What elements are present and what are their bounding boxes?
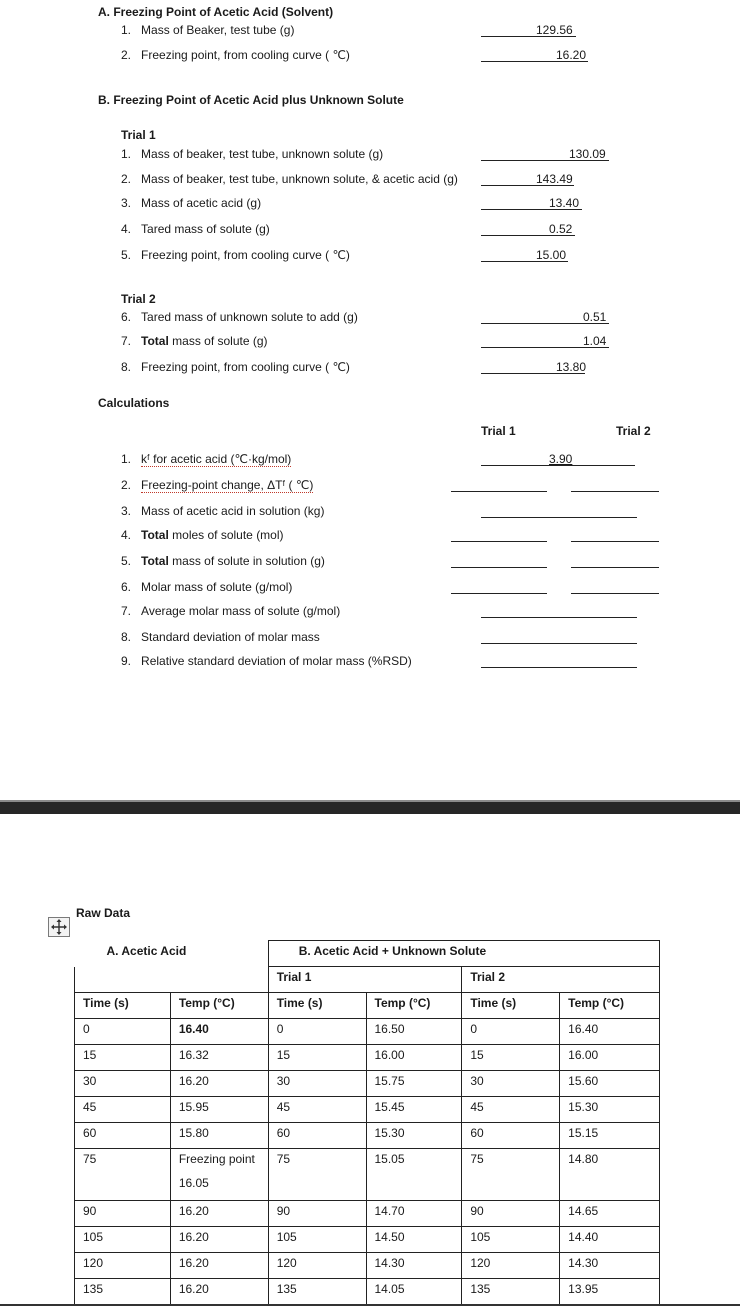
answer-line[interactable]	[481, 603, 637, 618]
cell: 75	[462, 1149, 560, 1201]
cell: 14.50	[366, 1227, 462, 1253]
table-row	[75, 1279, 660, 1305]
section-b-value-5: 15.00	[536, 248, 567, 262]
cell: 135	[75, 1279, 171, 1305]
section-b-item-3	[121, 196, 261, 210]
cell: 15	[462, 1045, 560, 1071]
cell: 15.05	[366, 1149, 462, 1201]
item-label: Tared mass of unknown solute to add (g)	[141, 310, 358, 324]
calc-item-8	[121, 630, 320, 644]
item-label: Tared mass of solute (g)	[141, 222, 270, 236]
cell: 105	[268, 1227, 366, 1253]
cell: 15	[268, 1045, 366, 1071]
cell: 30	[268, 1071, 366, 1097]
item-number: 1.	[121, 452, 132, 466]
cell: 15	[75, 1045, 171, 1071]
section-a-title: A. Freezing Point of Acetic Acid (Solvent)	[98, 5, 334, 19]
calc-item-3	[121, 504, 324, 518]
cell: 75	[268, 1149, 366, 1201]
section-a-item-2	[121, 48, 350, 62]
answer-line-trial-2[interactable]	[571, 553, 659, 568]
cell: 30	[75, 1071, 171, 1097]
cell: 45	[462, 1097, 560, 1123]
item-label: Freezing point, from cooling curve ( ℃)	[141, 248, 350, 262]
table-row	[75, 1149, 660, 1201]
cell: 60	[462, 1123, 560, 1149]
answer-line-trial-2[interactable]	[571, 579, 659, 594]
item-number: 1.	[121, 23, 132, 37]
item-number: 4.	[121, 222, 132, 236]
cell: 120	[268, 1253, 366, 1279]
table-row	[75, 1097, 660, 1123]
answer-line-trial-2[interactable]	[571, 527, 659, 542]
cell: 15.45	[366, 1097, 462, 1123]
section-b-value-8: 13.80	[556, 360, 587, 374]
item-number: 7.	[121, 334, 132, 348]
cell: 90	[268, 1201, 366, 1227]
item-number: 5.	[121, 554, 132, 568]
item-label: Standard deviation of molar mass	[141, 630, 320, 644]
col-time-a: Time (s)	[75, 993, 171, 1019]
section-b-item-8	[121, 360, 350, 374]
cell: 45	[268, 1097, 366, 1123]
cell: 0	[75, 1019, 171, 1045]
calc-item-4	[121, 528, 284, 542]
table-row	[75, 1253, 660, 1279]
item-label: Mass of beaker, test tube, unknown solute (g)	[141, 147, 384, 161]
col-time-b1: Time (s)	[268, 993, 366, 1019]
section-b-value-2: 143.49	[536, 172, 573, 186]
col-temp-a: Temp (°C)	[170, 993, 268, 1019]
cell: 105	[75, 1227, 171, 1253]
answer-line[interactable]	[481, 503, 637, 518]
empty-cell	[75, 967, 269, 993]
trial-1-header: Trial 1	[268, 967, 462, 993]
cell: 15.30	[366, 1123, 462, 1149]
item-label: Mass of acetic acid in solution (kg)	[141, 504, 325, 518]
calc-item-9	[121, 654, 412, 668]
table-row	[75, 1227, 660, 1253]
cell: 15.75	[366, 1071, 462, 1097]
item-number: 2.	[121, 478, 132, 492]
calculations-title: Calculations	[98, 396, 170, 410]
calc-item-5	[121, 554, 325, 568]
cell: 16.20	[170, 1227, 268, 1253]
cell: 14.30	[366, 1253, 462, 1279]
section-b-value-3: 13.40	[549, 196, 580, 210]
answer-line[interactable]	[481, 653, 637, 668]
cell: 60	[268, 1123, 366, 1149]
cell: 14.65	[560, 1201, 660, 1227]
calc-col-trial-2: Trial 2	[616, 424, 651, 438]
answer-line-trial-1[interactable]	[451, 527, 547, 542]
cell: 60	[75, 1123, 171, 1149]
cell: 75	[75, 1149, 171, 1201]
item-label: Mass of Beaker, test tube (g)	[141, 23, 295, 37]
cell: 14.30	[560, 1253, 660, 1279]
item-label: Average molar mass of solute (g/mol)	[141, 604, 341, 618]
table-row	[75, 1071, 660, 1097]
section-b-item-5	[121, 248, 350, 262]
item-label-emphasis: Total	[141, 334, 169, 348]
page-break-divider	[0, 800, 740, 814]
table-row	[75, 1201, 660, 1227]
table-row	[75, 1045, 660, 1071]
section-a-value-1: 129.56	[536, 23, 573, 37]
table-trial-header-row	[75, 967, 660, 993]
freezing-point-cell	[170, 1149, 268, 1201]
cell: 16.20	[170, 1279, 268, 1305]
item-label: Freezing point, from cooling curve ( ℃)	[141, 360, 350, 374]
table-group-header-row	[75, 941, 660, 967]
col-temp-b2: Temp (°C)	[560, 993, 660, 1019]
cell: 16.00	[560, 1045, 660, 1071]
item-label-emphasis: Total	[141, 528, 169, 542]
item-number: 3.	[121, 504, 132, 518]
calc-item-7	[121, 604, 340, 618]
section-b-item-4	[121, 222, 270, 236]
cell: 45	[75, 1097, 171, 1123]
cell: 16.00	[366, 1045, 462, 1071]
table-row	[75, 1019, 660, 1045]
cell: 120	[75, 1253, 171, 1279]
section-b-value-1: 130.09	[569, 147, 606, 161]
trial-2-heading: Trial 2	[121, 292, 156, 306]
item-label: mass of solute in solution (g)	[168, 554, 325, 568]
table-row	[75, 1123, 660, 1149]
answer-line-trial-2[interactable]	[571, 477, 659, 492]
calc-col-trial-1: Trial 1	[481, 424, 516, 438]
group-a-header: A. Acetic Acid	[106, 943, 187, 958]
freezing-point-label: Freezing point	[178, 1152, 255, 1166]
item-number: 8.	[121, 360, 132, 374]
cell: 15.15	[560, 1123, 660, 1149]
cell: 14.05	[366, 1279, 462, 1305]
item-label: Molar mass of solute (g/mol)	[141, 580, 293, 594]
item-label: kᶠ for acetic acid (℃·kg/mol)	[141, 452, 292, 466]
section-a-value-2: 16.20	[556, 48, 587, 62]
cell: 14.70	[366, 1201, 462, 1227]
section-b-value-7: 1.04	[583, 334, 607, 348]
cell: 14.80	[560, 1149, 660, 1201]
cell: 90	[75, 1201, 171, 1227]
item-label: mass of solute (g)	[168, 334, 268, 348]
item-label: Relative standard deviation of molar mass (%RSD)	[141, 654, 412, 668]
table-column-header-row	[75, 993, 660, 1019]
item-number: 4.	[121, 528, 132, 542]
cell: 16.20	[170, 1253, 268, 1279]
section-b-item-6	[121, 310, 358, 324]
col-temp-b1: Temp (°C)	[366, 993, 462, 1019]
move-arrows-icon	[49, 918, 69, 936]
col-time-b2: Time (s)	[462, 993, 560, 1019]
section-b-value-4: 0.52	[549, 222, 573, 236]
cell: 13.95	[560, 1279, 660, 1305]
item-number: 2.	[121, 48, 132, 62]
section-a-item-1	[121, 23, 294, 37]
section-b-item-2	[121, 172, 458, 186]
freezing-point-value: 16.05	[178, 1176, 209, 1190]
item-label-emphasis: Total	[141, 554, 169, 568]
trial-1-heading: Trial 1	[121, 128, 156, 142]
section-b-title: B. Freezing Point of Acetic Acid plus Unknown Solute	[98, 93, 404, 107]
cell: 15.80	[170, 1123, 268, 1149]
section-b-item-1	[121, 147, 383, 161]
answer-line[interactable]	[481, 629, 637, 644]
cell: 16.40	[560, 1019, 660, 1045]
group-b-header: B. Acetic Acid + Unknown Solute	[268, 941, 659, 967]
answer-line-trial-1[interactable]	[451, 553, 547, 568]
item-label: moles of solute (mol)	[168, 528, 284, 542]
cell: 15.30	[560, 1097, 660, 1123]
item-number: 6.	[121, 310, 132, 324]
cell: 16.40	[170, 1019, 268, 1045]
calc-value-1: 3.90	[549, 452, 573, 466]
item-number: 7.	[121, 604, 132, 618]
item-label: Freezing point, from cooling curve ( ℃)	[141, 48, 350, 62]
cell: 135	[268, 1279, 366, 1305]
item-label: Mass of acetic acid (g)	[141, 196, 262, 210]
item-number: 6.	[121, 580, 132, 594]
item-label: Mass of beaker, test tube, unknown solute, & acetic acid (g)	[141, 172, 458, 186]
section-b-value-6: 0.51	[583, 310, 607, 324]
item-number: 9.	[121, 654, 132, 668]
calc-item-2	[121, 478, 313, 492]
raw-data-table	[74, 940, 660, 1305]
item-number: 1.	[121, 147, 132, 161]
cell: 14.40	[560, 1227, 660, 1253]
calc-item-6	[121, 580, 292, 594]
item-label: Freezing-point change, ΔTᶠ ( ℃)	[141, 478, 314, 492]
cell: 0	[462, 1019, 560, 1045]
answer-line-trial-1[interactable]	[451, 579, 547, 594]
cell: 105	[462, 1227, 560, 1253]
cell: 15.60	[560, 1071, 660, 1097]
cell: 0	[268, 1019, 366, 1045]
item-number: 2.	[121, 172, 132, 186]
cell: 16.20	[170, 1071, 268, 1097]
answer-line-trial-1[interactable]	[451, 477, 547, 492]
cell: 120	[462, 1253, 560, 1279]
cell: 30	[462, 1071, 560, 1097]
table-move-handle[interactable]	[48, 917, 70, 937]
cell: 90	[462, 1201, 560, 1227]
item-number: 3.	[121, 196, 132, 210]
section-b-item-7	[121, 334, 268, 348]
cell: 16.32	[170, 1045, 268, 1071]
item-number: 8.	[121, 630, 132, 644]
trial-2-header: Trial 2	[462, 967, 660, 993]
item-number: 5.	[121, 248, 132, 262]
calc-item-1	[121, 452, 291, 466]
raw-data-title: Raw Data	[76, 906, 131, 920]
cell: 135	[462, 1279, 560, 1305]
cell: 16.20	[170, 1201, 268, 1227]
cell: 16.50	[366, 1019, 462, 1045]
cell: 15.95	[170, 1097, 268, 1123]
